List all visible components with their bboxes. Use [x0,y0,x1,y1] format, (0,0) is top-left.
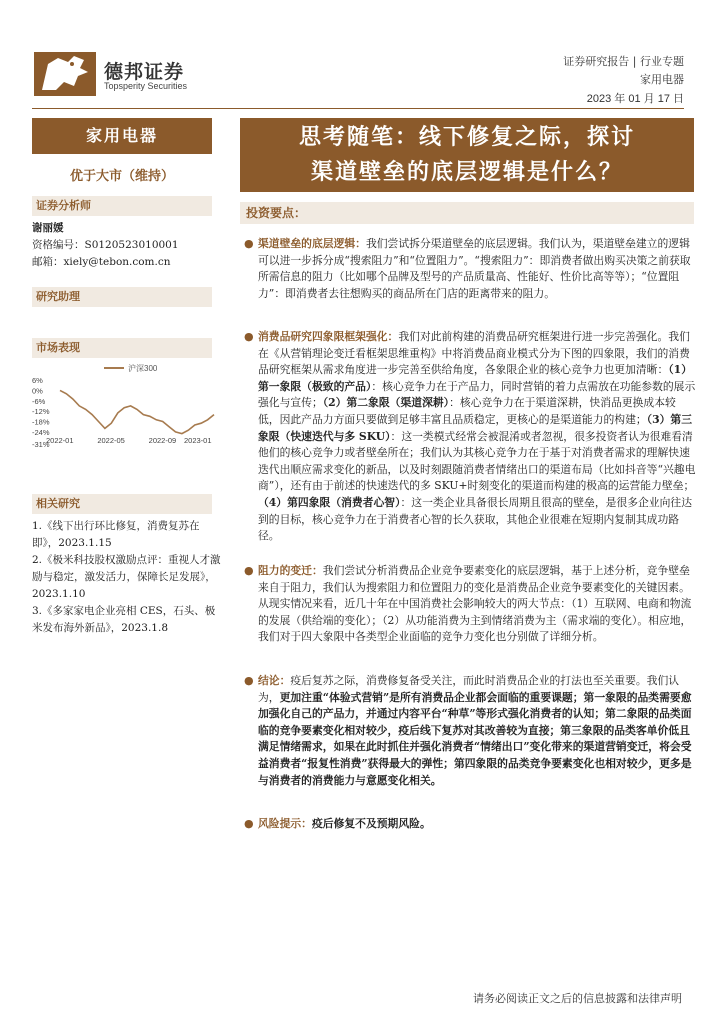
bullet-icon: ● [244,237,254,250]
series-line-hs300 [60,390,214,433]
y-tick-label: -31% [32,440,50,449]
industry-label: 家用电器 [32,118,212,154]
x-tick-label: 2023-01 [184,436,212,445]
analyst-heading: 证券分析师 [32,196,212,216]
y-tick-label: -24% [32,427,50,437]
report-date: 2023 年 01 月 17 日 [586,93,684,105]
y-tick-label: -6% [32,396,46,406]
bullet-icon: ● [244,817,254,830]
related-item[interactable]: 3.《多家家电企业亮相 CES，石头、极米发布海外新品》，2023.1.8 [32,605,216,634]
market-heading: 市场表现 [32,338,212,358]
bullet-conclusion: ● 结论：疫后复苏之际，消费修复备受关注，而此时消费品企业的打法也至关重要。我们认为，更加注重“体验式营销”是所有消费品企业都会面临的重要课题；第一象限的品类需要愈加强化自己的产品力，并通过内容平台“种草”等形式强化消费者的认知；第二象限的品类面临的竞争要素变化相对较少，疫后线下复苏对其改善较为直接；第三象限的品类客单价低且满足情绪需求，如果在此时抓住并强化消费者“情绪出口”变化带来的渠道营销变迁，将会受益消费者“报复性消费”获得最大的弹性；第四象限的品类竞争要素变化也相对较少，更多是与消费者的消费能力与意愿变化相关。 [244,674,692,787]
related-list [32,518,222,637]
analyst-name: 谢丽媛 [32,222,64,234]
legend-label: 沪深300 [128,364,158,373]
bullet-risk: ● 风险提示：疫后修复不及预期风险。 [244,816,696,833]
bullet-channel-logic: ● 渠道壁垒的底层逻辑：我们尝试拆分渠道壁垒的底层逻辑。我们认为，渠道壁垒建立的逻辑可以进一步拆分成“搜索阻力”和“位置阻力”。“搜索阻力”：即消费者做出购买决策之前获取所需信息的阻力（比如哪个品牌及型号的产品质量高、性能好、性价比高等等）；“位置阻力”：即消费者去往想购买的商品所在门店的距离带来的阻力。 [244,237,691,300]
brand-name-en: Topsperity Securities [104,81,188,91]
title-line-2: 渠道壁垒的底层逻辑是什么？ [310,159,623,185]
bullet-four-quadrants: ● 消费品研究四象限框架强化：我们对此前构建的消费品研究框架进行进一步完善强化。我们在《从营销理论变迁看框架思维重构》中将消费品商业模式分为下图的四象限，我们的消费品研究框架从需求角度进一步完善至供给角度，各象限企业的核心竞争力也更加清晰：（1）第一象限（极致的产品）：核心竞争力在于产品力，同时营销的着力点需放在功能参数的展示强化与宣传；（2）第二象限（渠道深耕）：核心竞争力在于渠道深耕，快消品更换成本较低，因此产品力方面只要做到足够丰富且品质稳定，更核心的是渠道能力的构建；（3）第三象限（快速迭代与多 SKU）：这一类模式经常会被混淆或者忽视，很多投资者认为很难看清他们的核心竞争力或者壁垒所在；我们认为其核心竞争力在于基于对消费者需求的理解快速迭代出顺应需求变化的新品，以及时刻跟随消费者情绪出口的渠道布局（比如抖音等“兴趣电商”），还有由于前述的快速迭代的多 SKU+时刻变化的渠道而构建的极高的运营能力壁垒；（4）第四象限（消费者心智）：这一类企业具备很长周期且很高的壁垒，是很多企业向往达到的目标，核心竞争力在于消费者心智的长久获取，其他企业很难在短期内复制其成功路径。 [244,330,696,543]
y-tick-label: 6% [32,376,43,385]
related-item[interactable]: 2.《极米科技股权激励点评：重视人才激励与稳定，激发活力，保障长足发展》，2023.1.10 [32,554,221,600]
market-chart [32,360,222,460]
rating-label: 优于大市（维持） [69,169,174,184]
y-tick-label: -12% [32,407,50,417]
related-item[interactable]: 1.《线下出行环比修复，消费复苏在即》，2023.1.15 [32,520,200,549]
analyst-cert: 资格编号：S0120523010001 [32,239,179,251]
bullet-icon: ● [244,564,254,577]
report-type: 证券研究报告 | 行业专题 [563,55,684,68]
header-divider [32,108,684,109]
bullet-icon: ● [244,674,254,687]
bullet-resistance-change: ● 阻力的变迁：我们尝试分析消费品企业竞争要素变化的底层逻辑，基于上述分析，竞争壁垒来自于阻力，我们认为搜索阻力和位置阻力的变化是消费品企业竞争要素变化的关键因素。从现实情况来看，近几十年在中国消费社会影响较大的两大节点：（1）互联网、电商和物流的发展（供给端的变化）；（2）从功能消费为主到情绪消费为主（需求端的变化）。相应地，我们对于四大象限中各类型企业面临的竞争力变化也分别做了详细分析。 [244,564,692,644]
invest-heading: 投资要点： [240,202,694,224]
disclaimer-footer[interactable]: 请务必阅读正文之后的信息披露和法律声明 [473,992,682,1005]
y-tick-label: 0% [32,386,43,396]
x-tick-label: 2022-05 [97,436,125,445]
title-line-1: 思考随笔：线下修复之际，探讨 [298,124,635,150]
y-tick-label: -18% [32,417,50,427]
x-tick-label: 2022-01 [46,436,74,445]
related-heading: 相关研究 [32,494,212,514]
analyst-email[interactable]: 邮箱：xiely@tebon.com.cn [32,256,171,268]
report-title [240,118,694,192]
brand-logo-icon [34,50,96,98]
x-tick-label: 2022-09 [148,436,177,445]
brand-name: 德邦证券 [104,61,185,83]
bullet-icon: ● [244,330,254,343]
report-industry: 家用电器 [640,73,684,86]
assistant-heading: 研究助理 [32,287,212,307]
